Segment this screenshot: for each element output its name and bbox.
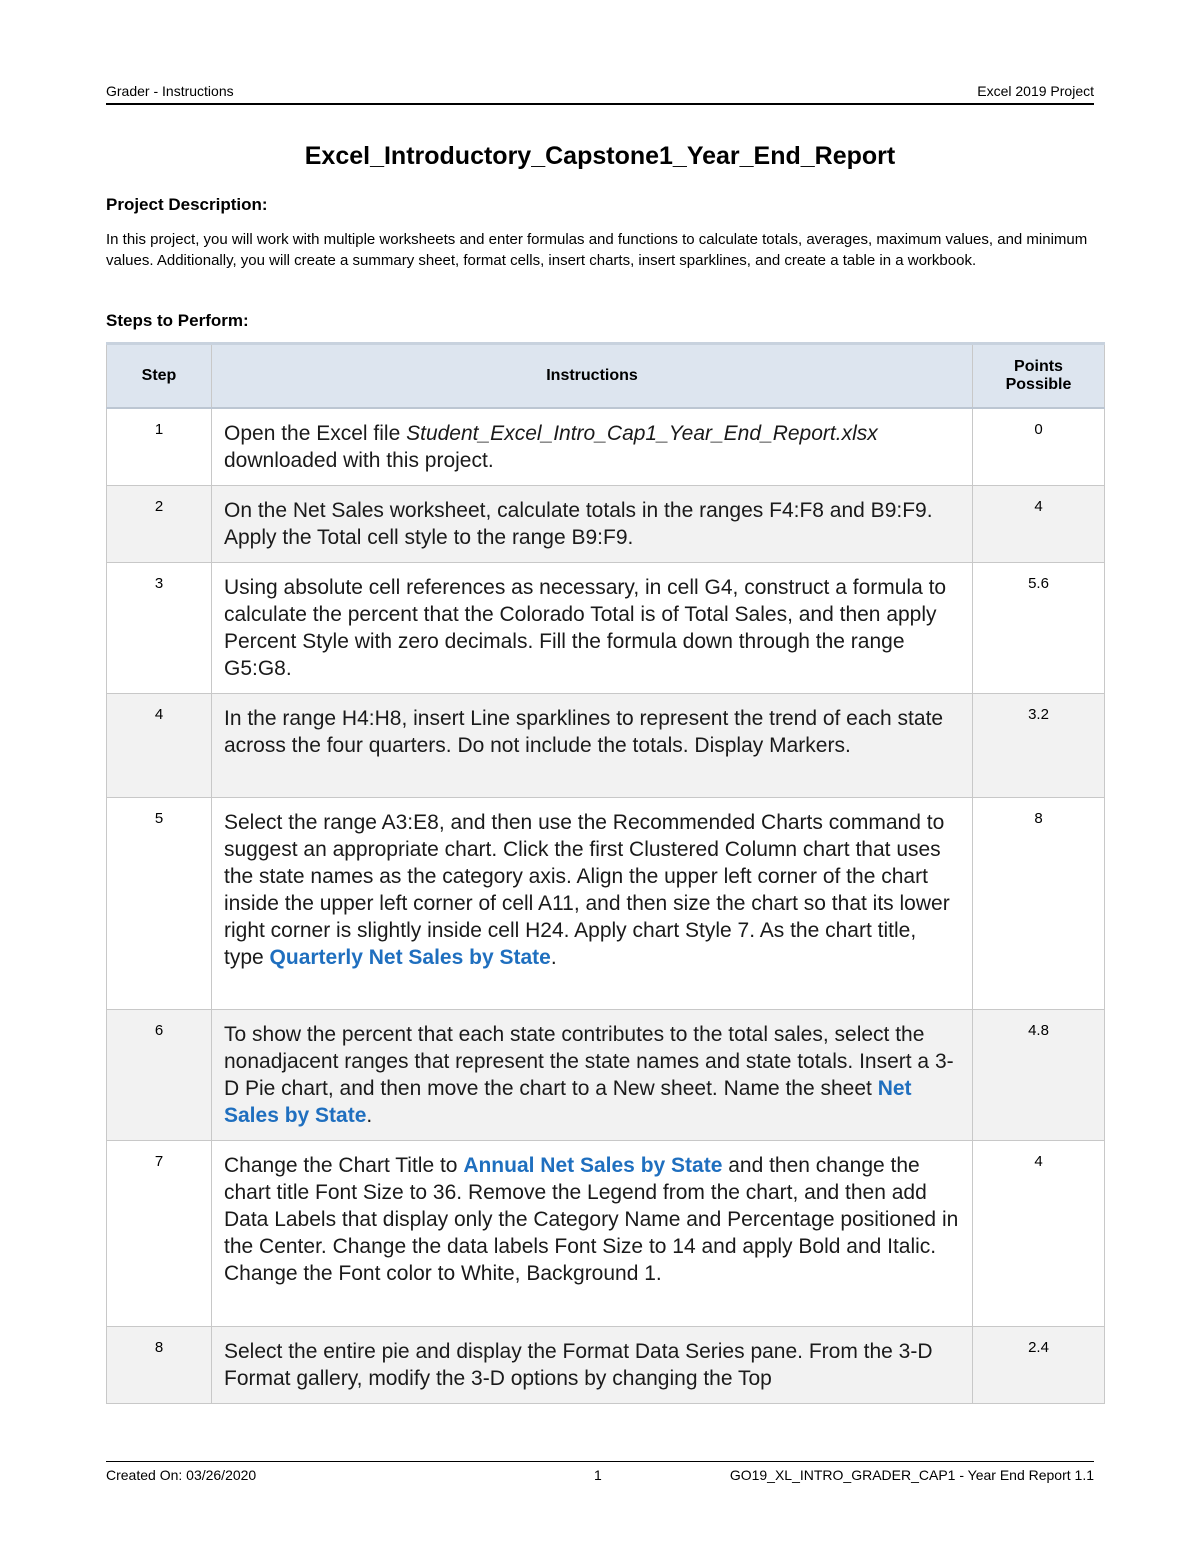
- table-row: [107, 1010, 1105, 1141]
- table-row: [107, 798, 1105, 1010]
- typed-sheet-name: Net Sales by State: [224, 1077, 912, 1127]
- step-number: 7: [107, 1141, 212, 1327]
- col-header-step: Step: [107, 344, 212, 409]
- footer-document-id: GO19_XL_INTRO_GRADER_CAP1 - Year End Report 1.1: [729, 1467, 1094, 1483]
- step-instructions: Open the Excel file Student_Excel_Intro_Cap1_Year_End_Report.xlsx downloaded with this project.: [212, 408, 973, 486]
- col-header-points-line2: Possible: [1005, 376, 1072, 393]
- step-number: 3: [107, 563, 212, 694]
- step-points: 4: [973, 486, 1105, 563]
- step-number: 1: [107, 408, 212, 486]
- step-number: 6: [107, 1010, 212, 1141]
- page-header: [106, 83, 1094, 105]
- step-points: 4: [973, 1141, 1105, 1327]
- col-header-points: [973, 344, 1105, 409]
- step-number: 2: [107, 486, 212, 563]
- step-instructions: Change the Chart Title to Annual Net Sales by State and then change the chart title Font Size to 36. Remove the Legend from the chart, and then add Data Labels that display only the Category Name and Percentage positioned in the Center. Change the data labels Font Size to 14 and apply Bold and Italic. Change the Font color to White, Background 1.: [212, 1141, 973, 1327]
- project-description-heading: Project Description:: [106, 195, 268, 214]
- typed-chart-title: Quarterly Net Sales by State: [269, 946, 551, 969]
- step-instructions: On the Net Sales worksheet, calculate totals in the ranges F4:F8 and B9:F9. Apply the Total cell style to the range B9:F9.: [212, 486, 973, 563]
- filename: Student_Excel_Intro_Cap1_Year_End_Report.xlsx: [406, 422, 878, 445]
- project-description: In this project, you will work with multiple worksheets and enter formulas and functions to calculate totals, averages, maximum values, and minimum values. Additionally, you will create a summary sheet, format cells, insert charts, insert sparklines, and create a table in a workbook.: [106, 231, 1088, 269]
- page-footer: [106, 1461, 1094, 1486]
- col-header-instructions: Instructions: [212, 344, 973, 409]
- table-row: [107, 408, 1105, 486]
- header-right: Excel 2019 Project: [977, 83, 1094, 99]
- step-instructions: Using absolute cell references as necessary, in cell G4, construct a formula to calculate the percent that the Colorado Total is of Total Sales, and then apply Percent Style with zero decimals. Fill the formula down through the range G5:G8.: [212, 563, 973, 694]
- step-number: 4: [107, 694, 212, 798]
- step-instructions: Select the entire pie and display the Format Data Series pane. From the 3-D Format gallery, modify the 3-D options by changing the Top: [212, 1327, 973, 1404]
- step-points: 5.6: [973, 563, 1105, 694]
- table-row: [107, 1141, 1105, 1327]
- step-points: 0: [973, 408, 1105, 486]
- step-instructions: In the range H4:H8, insert Line sparklines to represent the trend of each state across the four quarters. Do not include the totals. Display Markers.: [212, 694, 973, 798]
- typed-chart-title: Annual Net Sales by State: [463, 1154, 723, 1177]
- table-row: [107, 694, 1105, 798]
- step-points: 4.8: [973, 1010, 1105, 1141]
- table-row: [107, 1327, 1105, 1404]
- step-instructions: Select the range A3:E8, and then use the Recommended Charts command to suggest an appropriate chart. Click the first Clustered Column chart that uses the state names as the category axis. Align the upper left corner of the chart inside the upper left corner of cell A11, and then size the chart so that its lower right corner is slightly inside cell H24. Apply chart Style 7. As the chart title, type Quarterly Net Sales by State.: [212, 798, 973, 1010]
- step-number: 5: [107, 798, 212, 1010]
- table-header-row: [107, 344, 1105, 409]
- step-instructions: To show the percent that each state contributes to the total sales, select the nonadjacent ranges that represent the state names and state totals. Insert a 3-D Pie chart, and then move the chart to a New sheet. Name the sheet Net Sales by State.: [212, 1010, 973, 1141]
- step-points: 8: [973, 798, 1105, 1010]
- step-points: 2.4: [973, 1327, 1105, 1404]
- document-title: Excel_Introductory_Capstone1_Year_End_Report: [304, 142, 896, 170]
- steps-heading: Steps to Perform:: [106, 311, 249, 330]
- header-left: Grader - Instructions: [106, 83, 234, 99]
- col-header-points-line1: Points: [1014, 358, 1063, 375]
- steps-table: [106, 342, 1105, 1404]
- step-number: 8: [107, 1327, 212, 1404]
- step-points: 3.2: [973, 694, 1105, 798]
- footer-page-number: 1: [594, 1467, 602, 1483]
- table-row: [107, 486, 1105, 563]
- footer-created-on: Created On: 03/26/2020: [106, 1467, 257, 1483]
- table-row: [107, 563, 1105, 694]
